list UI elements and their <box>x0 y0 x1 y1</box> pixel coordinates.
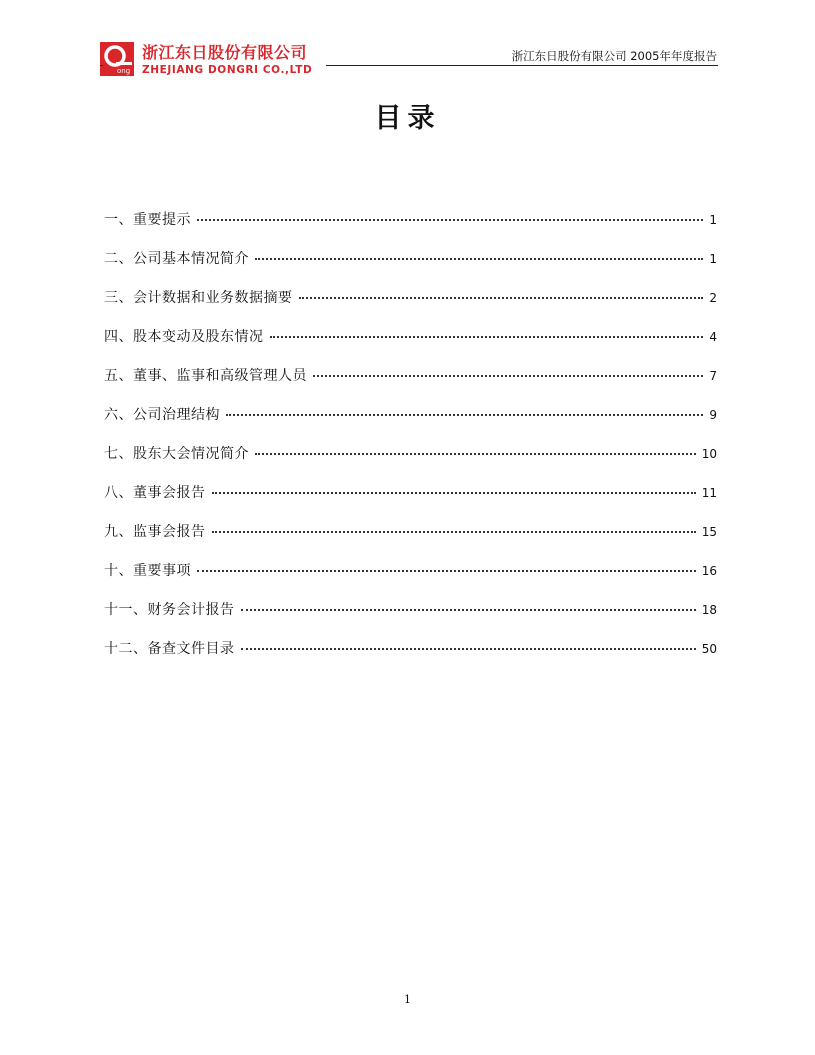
toc-entry-page: 15 <box>701 525 717 539</box>
toc-leader-dots <box>212 491 696 494</box>
toc-entry-label: 五、董事、监事和高级管理人员 <box>104 368 307 384</box>
toc-leader-dots <box>313 374 703 377</box>
toc-leader-dots <box>299 296 704 299</box>
toc-entry[interactable] <box>104 560 717 599</box>
toc-entry-page: 18 <box>701 603 717 617</box>
toc-entry-page: 9 <box>709 408 717 422</box>
toc-entry[interactable] <box>104 521 717 560</box>
logo-mark-text: ong <box>117 67 131 75</box>
toc-entry-page: 7 <box>709 369 717 383</box>
toc-entry[interactable] <box>104 248 717 287</box>
page-number: 1 <box>404 993 411 1006</box>
toc-entry-page: 50 <box>701 642 717 656</box>
toc-leader-dots <box>197 218 703 221</box>
toc-entry-label: 七、股东大会情况简介 <box>104 446 249 462</box>
header-rule-left <box>100 65 103 66</box>
toc-entry-label: 十二、备查文件目录 <box>104 641 235 657</box>
company-logo <box>100 40 330 78</box>
toc-entry-label: 十、重要事项 <box>104 563 191 579</box>
company-logo-mark-icon <box>100 42 134 76</box>
logo-company-name-en: ZHEJIANG DONGRI CO.,LTD <box>142 64 313 76</box>
toc-leader-dots <box>241 608 696 611</box>
toc-entry-page: 16 <box>701 564 717 578</box>
toc-leader-dots <box>197 569 696 572</box>
toc-entry[interactable] <box>104 482 717 521</box>
toc-entry[interactable] <box>104 209 717 248</box>
toc-entry[interactable] <box>104 404 717 443</box>
toc-entry-page: 4 <box>709 330 717 344</box>
toc-entry-page: 10 <box>701 447 717 461</box>
toc-entry-label: 三、会计数据和业务数据摘要 <box>104 290 293 306</box>
toc-entry-page: 1 <box>709 252 717 266</box>
toc-leader-dots <box>241 647 696 650</box>
toc-entry[interactable] <box>104 365 717 404</box>
toc-leader-dots <box>212 530 696 533</box>
toc-entry[interactable] <box>104 326 717 365</box>
header-rule <box>326 65 718 66</box>
toc-entry-page: 11 <box>701 486 717 500</box>
page-title: 目录 <box>374 103 441 134</box>
toc-entry-label: 四、股本变动及股东情况 <box>104 329 264 345</box>
report-header-title: 浙江东日股份有限公司 2005年年度报告 <box>511 49 717 63</box>
toc-entry[interactable] <box>104 443 717 482</box>
table-of-contents <box>104 209 717 677</box>
toc-leader-dots <box>226 413 703 416</box>
toc-entry-label: 九、监事会报告 <box>104 524 206 540</box>
toc-entry[interactable] <box>104 599 717 638</box>
toc-entry[interactable] <box>104 638 717 677</box>
logo-company-name-cn: 浙江东日股份有限公司 <box>142 43 308 62</box>
toc-leader-dots <box>255 452 696 455</box>
toc-entry-label: 十一、财务会计报告 <box>104 602 235 618</box>
toc-entry-label: 八、董事会报告 <box>104 485 206 501</box>
toc-entry-label: 六、公司治理结构 <box>104 407 220 423</box>
toc-entry[interactable] <box>104 287 717 326</box>
toc-entry-page: 2 <box>709 291 717 305</box>
toc-entry-page: 1 <box>709 213 717 227</box>
toc-entry-label: 二、公司基本情况简介 <box>104 251 249 267</box>
toc-entry-label: 一、重要提示 <box>104 212 191 228</box>
toc-leader-dots <box>255 257 703 260</box>
toc-leader-dots <box>270 335 704 338</box>
